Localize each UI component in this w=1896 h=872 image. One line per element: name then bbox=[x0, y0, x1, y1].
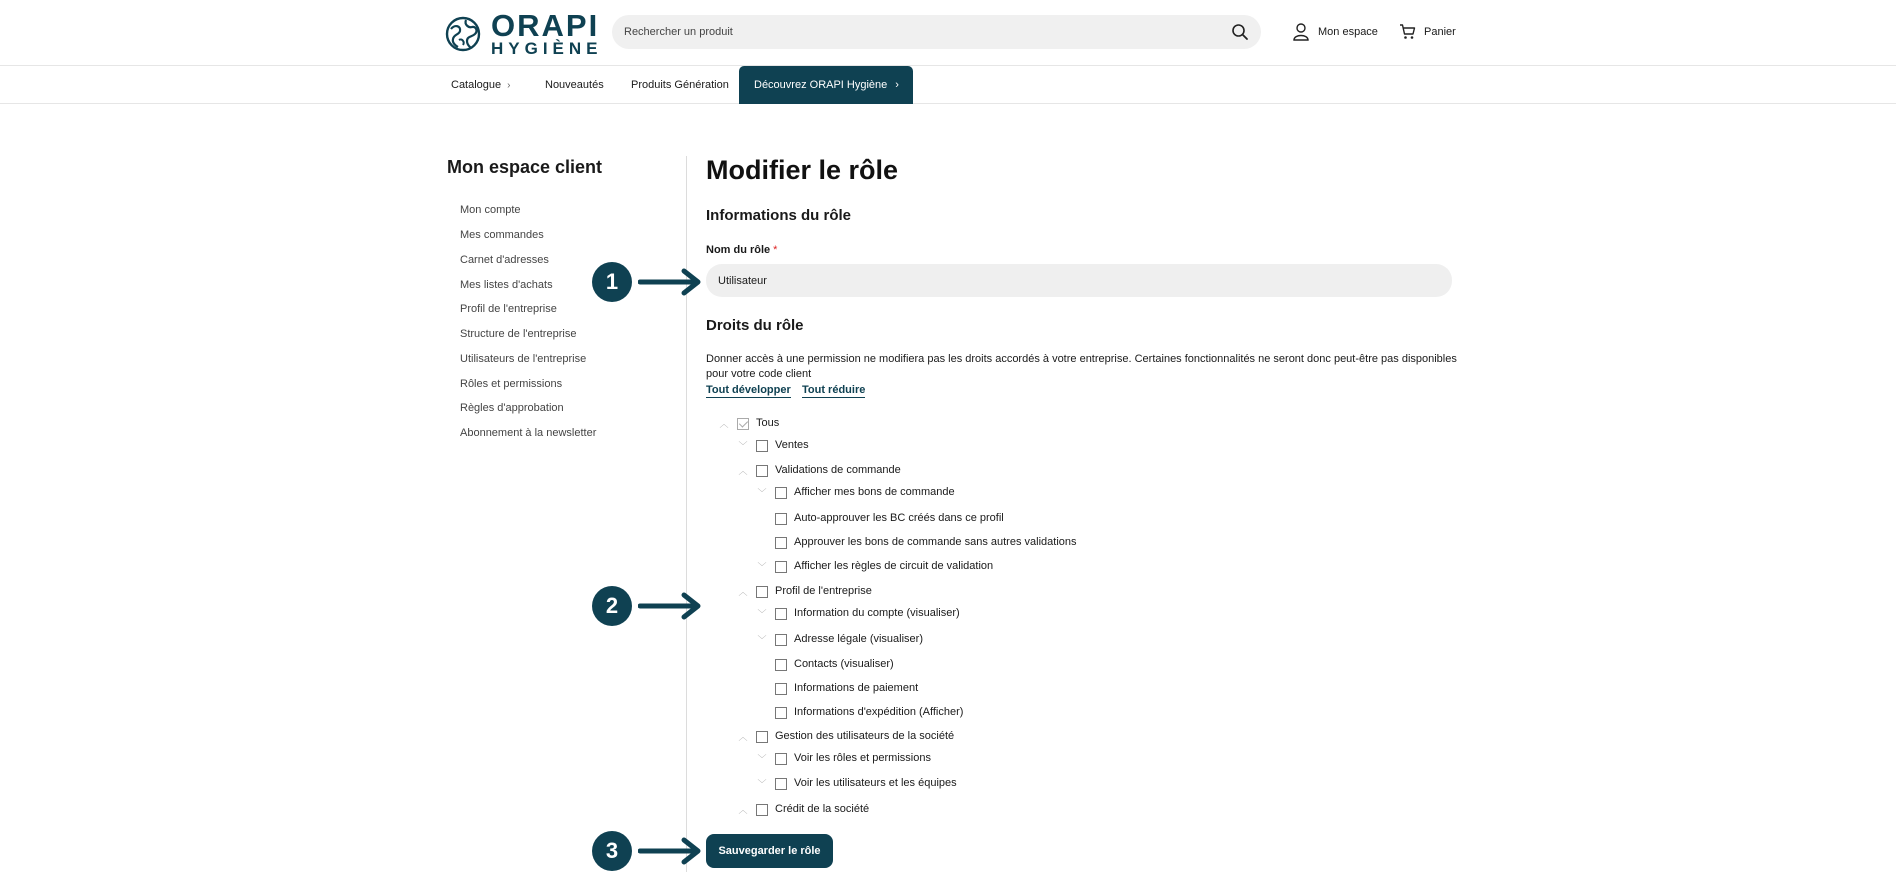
permission-row bbox=[737, 438, 1137, 454]
permission-checkbox[interactable] bbox=[775, 707, 787, 719]
permission-checkbox[interactable] bbox=[756, 586, 768, 598]
permission-row bbox=[756, 657, 1156, 673]
sidebar-divider bbox=[686, 156, 687, 872]
save-role-button[interactable]: Sauvegarder le rôle bbox=[706, 834, 833, 868]
sidebar-item-mon-compte[interactable]: Mon compte bbox=[460, 204, 521, 216]
permission-label: Approuver les bons de commande sans autres validations bbox=[794, 536, 1077, 548]
permission-checkbox[interactable] bbox=[775, 561, 787, 573]
sidebar-item-carnet-adresses[interactable]: Carnet d'adresses bbox=[460, 254, 549, 266]
sidebar-item-mes-commandes[interactable]: Mes commandes bbox=[460, 229, 544, 241]
permission-label: Afficher mes bons de commande bbox=[794, 486, 955, 498]
role-name-label bbox=[706, 244, 777, 256]
permission-row bbox=[737, 463, 1137, 479]
nav-produits-generation[interactable]: Produits Génération bbox=[631, 79, 729, 91]
chevron-down-icon[interactable]: ﹀ bbox=[757, 562, 767, 572]
permission-row bbox=[756, 535, 1156, 551]
permission-row bbox=[756, 632, 1156, 648]
permission-checkbox[interactable] bbox=[775, 683, 787, 695]
rights-description: Donner accès à une permission ne modifiera pas les droits accordés à votre entreprise. Certaines fonctionnalités ne seront donc peut-être pas disponibles pour votre code client bbox=[706, 353, 1457, 380]
permission-label: Ventes bbox=[775, 439, 809, 451]
permission-checkbox[interactable] bbox=[775, 513, 787, 525]
search-bar bbox=[612, 15, 1261, 49]
permission-row bbox=[756, 705, 1156, 721]
permission-checkbox[interactable] bbox=[775, 537, 787, 549]
chevron-up-icon[interactable]: ︿ bbox=[738, 587, 748, 597]
nav-decouvrez-label: Découvrez ORAPI Hygiène bbox=[754, 79, 888, 91]
permission-label: Informations de paiement bbox=[794, 682, 919, 694]
role-name-input[interactable] bbox=[706, 264, 1452, 297]
permission-row bbox=[756, 681, 1156, 697]
globe-logo-icon bbox=[445, 16, 481, 52]
chevron-up-icon[interactable]: ︿ bbox=[738, 805, 748, 815]
sidebar-item-regles-approbation[interactable]: Règles d'approbation bbox=[460, 402, 564, 414]
permission-row bbox=[756, 511, 1156, 527]
user-icon bbox=[1293, 23, 1309, 41]
chevron-down-icon[interactable]: ﹀ bbox=[757, 635, 767, 645]
logo-word-hygiene: HYGIÈNE bbox=[491, 39, 603, 58]
required-mark: * bbox=[773, 244, 778, 256]
annotation-badge-2: 2 bbox=[592, 586, 632, 626]
permission-label: Contacts (visualiser) bbox=[794, 658, 894, 670]
cart-link[interactable] bbox=[1399, 22, 1455, 42]
annotation-badge-1: 1 bbox=[592, 262, 632, 302]
permission-row bbox=[756, 485, 1156, 501]
permission-label: Validations de commande bbox=[775, 464, 901, 476]
permission-row bbox=[737, 584, 1137, 600]
sidebar-item-utilisateurs-entreprise[interactable]: Utilisateurs de l'entreprise bbox=[460, 353, 587, 365]
chevron-down-icon[interactable]: ﹀ bbox=[738, 441, 748, 451]
search-input[interactable] bbox=[624, 15, 1214, 49]
permission-checkbox[interactable] bbox=[775, 753, 787, 765]
permission-label: Tous bbox=[756, 417, 780, 429]
page-title: Modifier le rôle bbox=[706, 155, 899, 185]
role-name-label-text: Nom du rôle bbox=[706, 244, 771, 256]
chevron-down-icon[interactable]: ﹀ bbox=[757, 609, 767, 619]
sidebar-item-listes-achats[interactable]: Mes listes d'achats bbox=[460, 279, 553, 291]
permission-row bbox=[737, 802, 1137, 818]
permission-label: Afficher les règles de circuit de validation bbox=[794, 560, 994, 572]
sidebar-title: Mon espace client bbox=[447, 157, 603, 177]
permission-checkbox[interactable] bbox=[775, 487, 787, 499]
permission-label: Gestion des utilisateurs de la société bbox=[775, 730, 955, 742]
chevron-down-icon[interactable]: ﹀ bbox=[757, 488, 767, 498]
nav-decouvrez[interactable] bbox=[739, 66, 913, 104]
main-navigation bbox=[0, 66, 1896, 104]
role-info-heading: Informations du rôle bbox=[706, 207, 852, 224]
permission-checkbox[interactable] bbox=[756, 804, 768, 816]
permission-checkbox[interactable] bbox=[775, 634, 787, 646]
chevron-up-icon[interactable]: ︿ bbox=[719, 419, 729, 429]
annotation-badge-3: 3 bbox=[592, 831, 632, 871]
permission-row bbox=[718, 416, 1118, 432]
cart-label: Panier bbox=[1424, 26, 1456, 38]
permission-label: Informations d'expédition (Afficher) bbox=[794, 706, 964, 718]
permission-checkbox[interactable] bbox=[775, 778, 787, 790]
permission-label: Information du compte (visualiser) bbox=[794, 607, 960, 619]
nav-catalogue[interactable] bbox=[451, 66, 511, 104]
my-account-label: Mon espace bbox=[1318, 26, 1378, 38]
chevron-down-icon[interactable]: ﹀ bbox=[757, 779, 767, 789]
search-icon[interactable] bbox=[1231, 23, 1249, 41]
permission-label: Voir les utilisateurs et les équipes bbox=[794, 777, 957, 789]
permission-checkbox[interactable] bbox=[775, 659, 787, 671]
chevron-down-icon[interactable]: ﹀ bbox=[757, 754, 767, 764]
expand-all-link[interactable]: Tout développer bbox=[706, 384, 791, 396]
permission-row bbox=[756, 751, 1156, 767]
arrow-right-icon bbox=[638, 268, 704, 296]
permission-row bbox=[756, 606, 1156, 622]
permission-checkbox[interactable] bbox=[756, 731, 768, 743]
permission-label: Adresse légale (visualiser) bbox=[794, 633, 923, 645]
cart-icon bbox=[1399, 23, 1416, 40]
chevron-right-icon: › bbox=[895, 79, 899, 91]
permission-checkbox[interactable] bbox=[756, 465, 768, 477]
sidebar-item-structure-entreprise[interactable]: Structure de l'entreprise bbox=[460, 328, 577, 340]
logo-word-orapi: ORAPI bbox=[491, 8, 600, 43]
collapse-all-link[interactable]: Tout réduire bbox=[802, 384, 866, 396]
permission-row bbox=[756, 776, 1156, 792]
orapi-logo[interactable] bbox=[445, 8, 603, 58]
chevron-up-icon[interactable]: ︿ bbox=[738, 466, 748, 476]
sidebar-item-profil-entreprise[interactable]: Profil de l'entreprise bbox=[460, 303, 557, 315]
arrow-right-icon bbox=[638, 592, 704, 620]
sidebar-item-newsletter[interactable]: Abonnement à la newsletter bbox=[460, 427, 597, 439]
role-rights-heading: Droits du rôle bbox=[706, 317, 804, 334]
permission-checkbox[interactable] bbox=[737, 418, 749, 430]
permission-label: Crédit de la société bbox=[775, 803, 870, 815]
permission-label: Auto-approuver les BC créés dans ce profil bbox=[794, 512, 1004, 524]
site-header bbox=[0, 0, 1896, 66]
permission-row bbox=[756, 559, 1156, 575]
chevron-right-icon: › bbox=[507, 80, 511, 91]
chevron-up-icon[interactable]: ︿ bbox=[738, 732, 748, 742]
nav-nouveautes[interactable]: Nouveautés bbox=[545, 79, 604, 91]
permission-label: Voir les rôles et permissions bbox=[794, 752, 931, 764]
sidebar-item-roles-permissions[interactable]: Rôles et permissions bbox=[460, 378, 563, 390]
permission-row bbox=[737, 729, 1137, 745]
arrow-right-icon bbox=[638, 837, 704, 865]
permission-checkbox[interactable] bbox=[775, 608, 787, 620]
permission-label: Profil de l'entreprise bbox=[775, 585, 872, 597]
my-account-link[interactable] bbox=[1293, 22, 1377, 42]
nav-catalogue-label: Catalogue bbox=[451, 79, 502, 91]
permission-checkbox[interactable] bbox=[756, 440, 768, 452]
